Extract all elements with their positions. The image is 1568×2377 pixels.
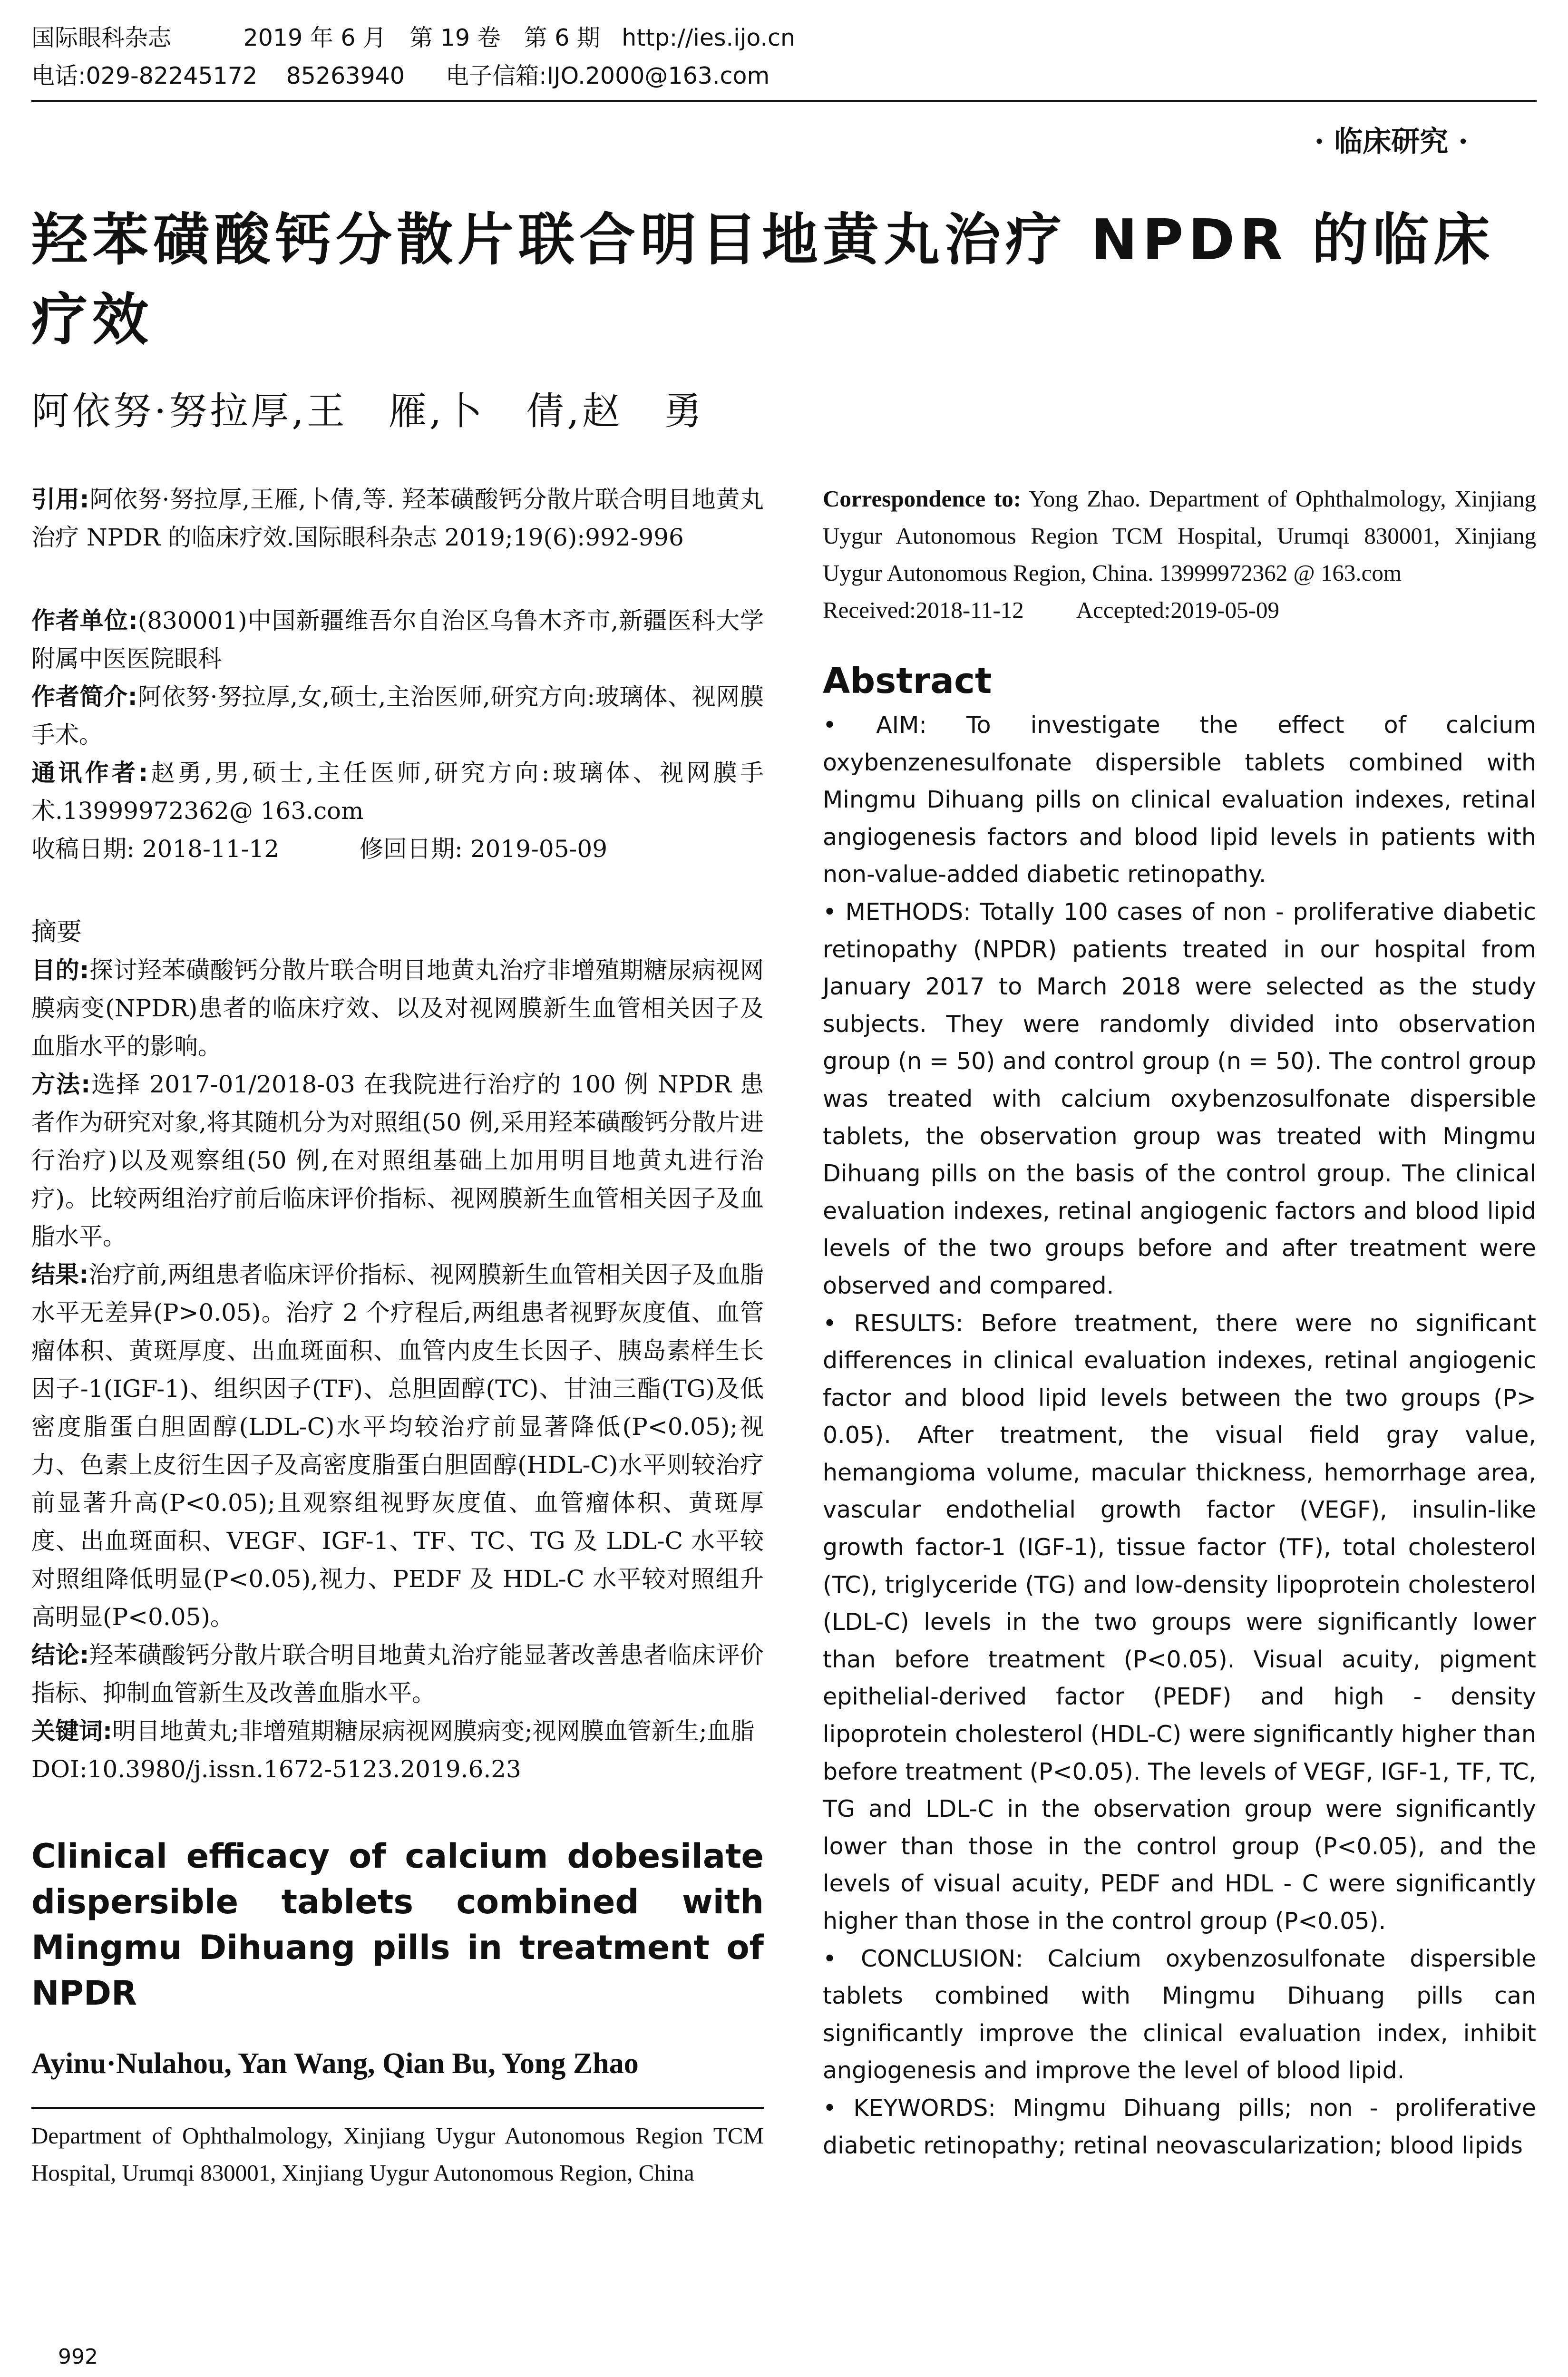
conclusion-cn [31, 1636, 764, 1712]
methods-cn [31, 1065, 764, 1256]
received-date-cn: 收稿日期: 2018-11-12 [31, 835, 280, 863]
running-header [31, 19, 1537, 102]
revised-date-cn: 修回日期: 2019-05-09 [360, 835, 608, 863]
abstract-conclusion: • CONCLUSION: Calcium oxybenzosulfonate dispersible tablets combined with Mingmu Dihuang pills can significantly improve the clinical evaluation index, inhibit angiogenesis and improve the level of blood lipid. [823, 1945, 1536, 2085]
conclusion-cn-text: 羟苯磺酸钙分散片联合明目地黄丸治疗能显著改善患者临床评价指标、抑制血管新生及改善血脂水平。 [31, 1641, 764, 1707]
results-cn-text: 治疗前,两组患者临床评价指标、视网膜新生血管相关因子及血脂水平无差异(P>0.05)。治疗 2 个疗程后,两组患者视野灰度值、血管瘤体积、黄斑厚度、出血斑面积、血管内皮生长因子、胰岛素样生长因子-1(IGF-1)、组织因子(TF)、总胆固醇(TC)、甘油三酯(TG)及低密度脂蛋白胆固醇(LDL-C)水平均较治疗前显著降低(P<0.05);视力、色素上皮衍生因子及高密度脂蛋白胆固醇(HDL-C)水平则较治疗前显著升高(P<0.05);且观察组视野灰度值、血管瘤体积、黄斑厚度、出血斑面积、VEGF、IGF-1、TF、TC、TG 及 LDL-C 水平较对照组降低明显(P<0.05),视力、PEDF 及 HDL-C 水平较对照组升高明显(P<0.05)。 [31, 1261, 764, 1631]
english-title: Clinical efficacy of calcium dobesilate dispersible tablets combined with Mingmu Dihuang pills in treatment of NPDR [31, 1837, 764, 2013]
keywords-cn-text: 明目地黄丸;非增殖期糖尿病视网膜病变;视网膜血管新生;血脂 [112, 1717, 755, 1745]
issue-info: 2019 年 6 月 第 19 卷 第 6 期 [243, 24, 601, 51]
correspondence [823, 480, 1536, 592]
right-column [823, 480, 1536, 2164]
author-list: 阿依努·努拉厚,王 雁,卜 倩,赵 勇 [31, 389, 705, 433]
methods-cn-label: 方法: [31, 1071, 91, 1098]
abstract-methods: • METHODS: Totally 100 cases of non - proliferative diabetic retinopathy (NPDR) patients treated in our hospital from January 2017 to March 2018 were selected as the study subjects. They were randomly divided into observation group (n = 50) and control group (n = 50). The control group was treated with calcium oxybenzosulfonate dispersible tablets, the observation group was treated with Mingmu Dihuang pills on the basis of the control group. The clinical evaluation indexes, retinal angiogenic factors and blood lipid levels of the two groups before and after treatment were observed and compared. [823, 898, 1536, 1299]
affiliation-rule [31, 2107, 764, 2109]
objective-label: 目的: [31, 956, 89, 984]
english-authors: Ayinu·Nulahou, Yan Wang, Qian Bu, Yong Zhao [31, 2047, 639, 2080]
abstract-keywords: • KEYWORDS: Mingmu Dihuang pills; non - proliferative diabetic retinopathy; retinal neovascularization; blood lipids [823, 2094, 1536, 2159]
citation [31, 480, 764, 556]
author-unit [31, 602, 764, 678]
left-column [31, 480, 764, 2192]
accepted-date-en: Accepted:2019-05-09 [1076, 597, 1279, 623]
author-bio [31, 678, 764, 754]
author-unit-text: (830001)中国新疆维吾尔自治区乌鲁木齐市,新疆医科大学附属中医医院眼科 [31, 607, 764, 672]
dates-en [823, 592, 1536, 629]
correspondence-text: Yong Zhao. Department of Ophthalmology, Xinjiang Uygur Autonomous Region TCM Hospital, Urumqi 830001, Xinjiang Uygur Autonomous Region, China. 13999972362 @ 163.com [823, 486, 1536, 586]
author-bio-label: 作者简介: [31, 683, 137, 711]
citation-text: 阿依努·努拉厚,王雁,卜倩,等. 羟苯磺酸钙分散片联合明目地黄丸治疗 NPDR 的临床疗效.国际眼科杂志 2019;19(6):992-996 [31, 486, 764, 551]
conclusion-cn-label: 结论: [31, 1641, 89, 1669]
abstract-heading-en: Abstract [823, 661, 992, 701]
phone: 电话:029-82245172 [31, 62, 258, 89]
corresponding-author-label: 通讯作者: [31, 759, 148, 787]
english-affiliation: Department of Ophthalmology, Xinjiang Uygur Autonomous Region TCM Hospital, Urumqi 830001, Xinjiang Uygur Autonomous Region, China [31, 2123, 764, 2186]
methods-cn-text: 选择 2017-01/2018-03 在我院进行治疗的 100 例 NPDR 患者作为研究对象,将其随机分为对照组(50 例,采用羟苯磺酸钙分散片进行治疗)以及观察组(50 例,在对照组基础上加用明目地黄丸进行治疗)。比较两组治疗前后临床评价指标、视网膜新生血管相关因子及血脂水平。 [31, 1071, 764, 1250]
results-cn-label: 结果: [31, 1261, 89, 1288]
objective-text: 探讨羟苯磺酸钙分散片联合明目地黄丸治疗非增殖期糖尿病视网膜病变(NPDR)患者的临床疗效、以及对视网膜新生血管相关因子及血脂水平的影响。 [31, 956, 764, 1060]
article-title: 羟苯磺酸钙分散片联合明目地黄丸治疗 NPDR 的临床疗效 [31, 207, 1495, 352]
journal-email[interactable]: 电子信箱:IJO.2000@163.com [446, 62, 770, 89]
results-cn [31, 1256, 764, 1636]
section-tag: · 临床研究 · [1314, 125, 1468, 158]
keywords-cn-label: 关键词: [31, 1717, 112, 1745]
header-rule [31, 100, 1537, 102]
phone-2: 85263940 [286, 62, 405, 89]
journal-name: 国际眼科杂志 [31, 24, 172, 51]
abstract-results: • RESULTS: Before treatment, there were no significant differences in clinical evaluation indexes, retinal angiogenic factor and blood lipid levels between the two groups (P> 0.05). After treatment, the visual field gray value, hemangioma volume, macular thickness, hemorrhage area, vascular endothelial growth factor (VEGF), insulin-like growth factor-1 (IGF-1), tissue factor (TF), total cholesterol (TC), triglyceride (TG) and low-density lipoprotein cholesterol (LDL-C) levels in the two groups were significantly lower than before treatment (P<0.05). Visual acuity, pigment epithelial-derived factor (PEDF) and high - density lipoprotein cholesterol (HDL-C) were significantly higher than before treatment (P<0.05). The levels of VEGF, IGF-1, TF, TC, TG and LDL-C in the observation group were significantly lower than those in the control group (P<0.05), and the levels of visual acuity, PEDF and HDL - C were significantly higher than those in the control group (P<0.05). [823, 1309, 1536, 1935]
objective [31, 951, 764, 1065]
dates-cn [31, 830, 764, 868]
corresponding-author-text: 赵勇,男,硕士,主任医师,研究方向:玻璃体、视网膜手术.13999972362@ 163.com [31, 759, 764, 825]
journal-url[interactable]: http://ies.ijo.cn [622, 24, 796, 51]
author-bio-text: 阿依努·努拉厚,女,硕士,主治医师,研究方向:玻璃体、视网膜手术。 [31, 683, 764, 749]
page-number: 992 [58, 2345, 98, 2369]
keywords-cn [31, 1712, 764, 1750]
doi[interactable]: DOI:10.3980/j.issn.1672-5123.2019.6.23 [31, 1755, 521, 1783]
received-date-en: Received:2018-11-12 [823, 597, 1024, 623]
abstract-heading-cn: 摘要 [31, 917, 82, 946]
corresponding-author [31, 754, 764, 830]
author-unit-label: 作者单位: [31, 607, 138, 634]
correspondence-label: Correspondence to: [823, 486, 1022, 512]
abstract-aim: • AIM: To investigate the effect of calcium oxybenzenesulfonate dispersible tablets combined with Mingmu Dihuang pills on clinical evaluation indexes, retinal angiogenesis factors and blood lipid levels in patients with non-value-added diabetic retinopathy. [823, 711, 1536, 888]
citation-label: 引用: [31, 486, 89, 513]
